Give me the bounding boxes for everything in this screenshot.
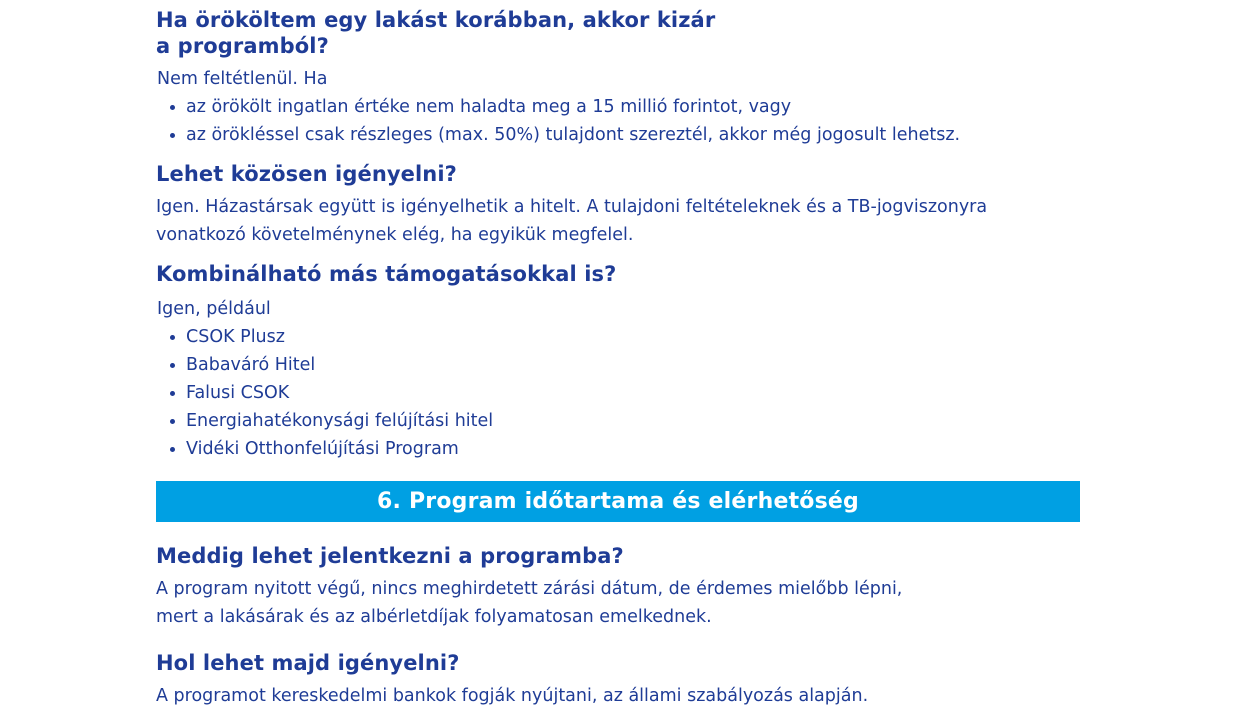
faq-question-where: Hol lehet majd igényelni? xyxy=(156,651,460,675)
faq-answer-joint xyxy=(156,193,1056,249)
list-item: • az örökléssel csak részleges (max. 50%) tulajdont szereztél, akkor még jogosult lehetsz. xyxy=(186,121,960,149)
faq-answer-line: vonatkozó követelménynek elég, ha egyikük megfelel. xyxy=(156,225,634,245)
faq-list-inheritance xyxy=(156,93,960,149)
faq-question-inheritance xyxy=(156,7,756,59)
list-item: • Energiahatékonysági felújítási hitel xyxy=(186,407,493,435)
section-banner xyxy=(156,481,1080,522)
list-item: • Vidéki Otthonfelújítási Program xyxy=(186,435,493,463)
faq-question-line: Ha örököltem egy lakást korábban, akkor kizár xyxy=(156,8,716,32)
faq-answer-where: A programot kereskedelmi bankok fogják nyújtani, az állami szabályozás alapján. xyxy=(156,686,869,706)
faq-answer-inheritance: Nem feltétlenül. Ha xyxy=(157,69,328,89)
faq-answer-line: A program nyitott végű, nincs meghirdetett zárási dátum, de érdemes mielőbb lépni, xyxy=(156,579,903,599)
list-item: • CSOK Plusz xyxy=(186,323,493,351)
faq-question-line: a programból? xyxy=(156,34,329,58)
faq-question-joint: Lehet közösen igényelni? xyxy=(156,162,457,186)
section-title: 6. Program időtartama és elérhetőség xyxy=(377,489,859,514)
faq-answer-combine: Igen, például xyxy=(157,299,271,319)
faq-answer-line: mert a lakásárak és az albérletdíjak folyamatosan emelkednek. xyxy=(156,607,712,627)
list-item: • Babaváró Hitel xyxy=(186,351,493,379)
faq-question-deadline: Meddig lehet jelentkezni a programba? xyxy=(156,544,624,568)
faq-answer-deadline xyxy=(156,575,1056,631)
list-item: • az örökölt ingatlan értéke nem haladta meg a 15 millió forintot, vagy xyxy=(186,93,960,121)
faq-question-combine: Kombinálható más támogatásokkal is? xyxy=(156,262,617,286)
list-item: • Falusi CSOK xyxy=(186,379,493,407)
faq-list-combine xyxy=(156,323,493,463)
faq-answer-line: Igen. Házastársak együtt is igényelhetik a hitelt. A tulajdoni feltételeknek és a TB-jogviszonyra xyxy=(156,197,988,217)
